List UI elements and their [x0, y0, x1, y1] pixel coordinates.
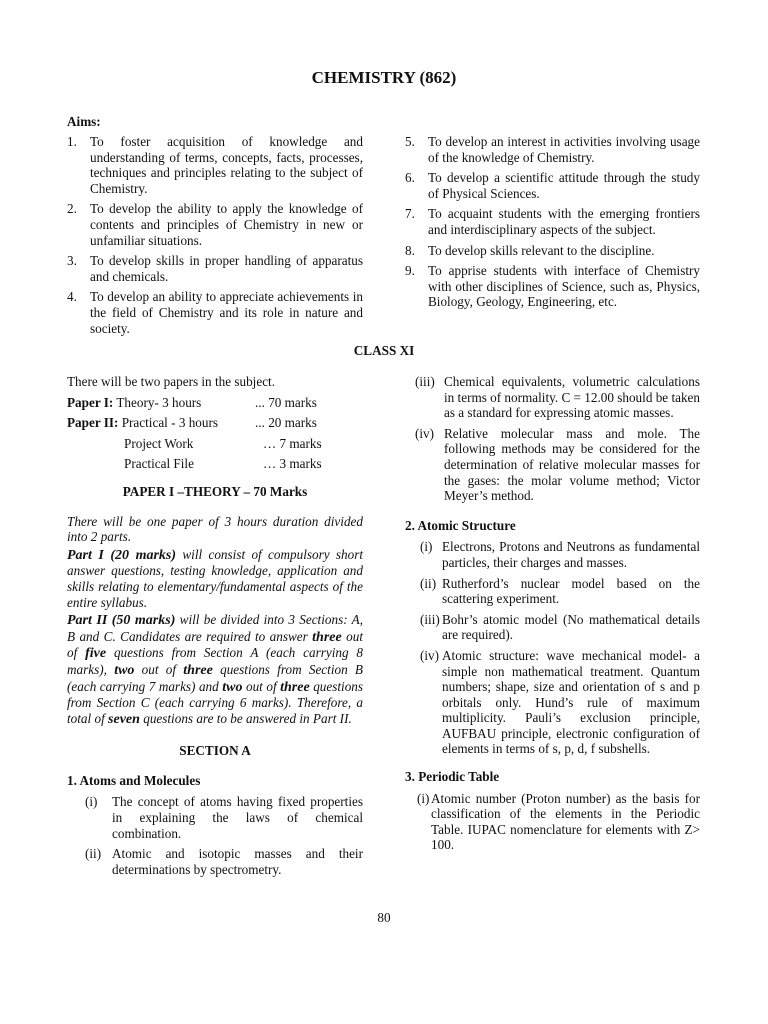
aims-heading: Aims:	[67, 114, 101, 129]
list-item: (i) Atomic number (Proton number) as the basis for classification of the elements in the Periodic Table. IUPAC nomenclature for elements with Z> 100.	[417, 790, 700, 853]
paper-row: Paper I: Theory- 3 hours ... 70 marks	[67, 394, 317, 410]
aim-item: 4. To develop an ability to appreciate achievements in the field of Chemistry and its role in nature and society.	[67, 289, 363, 336]
page-number: 80	[377, 910, 391, 925]
topic3-heading: 3. Periodic Table	[405, 769, 500, 785]
paper-row: Paper II: Practical - 3 hours ... 20 marks	[67, 415, 317, 431]
aim-item: 2. To develop the ability to apply the knowledge of contents and principles of Chemistry in new or unfamiliar situations.	[67, 201, 363, 248]
aims-list-left	[67, 134, 363, 341]
instructions-p1: There will be one paper of 3 hours duration divided into 2 parts.	[67, 513, 363, 545]
aim-item: 5. To develop an interest in activities involving usage of the knowledge of Chemistry.	[405, 134, 700, 165]
section-a-heading: SECTION A	[179, 743, 251, 759]
paper-row: Practical File … 3 marks	[124, 456, 322, 472]
topic2-heading: 2. Atomic Structure	[405, 517, 516, 533]
aim-item: 7. To acquaint students with the emerging frontiers and interdisciplinary aspects of the subject.	[405, 206, 700, 237]
list-item: (i) Electrons, Protons and Neutrons as fundamental particles, their charges and masses.	[420, 539, 700, 570]
theory-heading: PAPER I –THEORY – 70 Marks	[122, 483, 308, 499]
instructions-part1: Part I (20 marks) will consist of compulsory short answer questions, testing knowledge, application and skills relating to elementary/fundamental aspects of the entire syllabus.	[67, 546, 364, 610]
list-item: (iii) Chemical equivalents, volumetric calculations in terms of normality. C = 12.00 should be taken as a standard for expressing atomic masses.	[415, 374, 701, 421]
topic3-list	[405, 791, 700, 853]
aim-item: 6. To develop a scientific attitude through the study of Physical Sciences.	[405, 170, 700, 201]
aim-item: 3. To develop skills in proper handling of apparatus and chemicals.	[67, 253, 363, 284]
topic1-heading: 1. Atoms and Molecules	[67, 772, 201, 788]
aim-item: 9. To apprise students with interface of Chemistry with other disciplines of Science, such as, Physics, Biology, Geology, Engineering, etc.	[405, 263, 700, 310]
page-title: CHEMISTRY (862)	[311, 68, 457, 87]
aim-item: 8. To develop skills relevant to the discipline.	[405, 242, 655, 258]
list-item: (ii) Atomic and isotopic masses and their determinations by spectrometry.	[85, 846, 363, 877]
instructions-part2: Part II (50 marks) will be divided into 3 Sections: A, B and C. Candidates are required to answer three out of five questions from Section A (each carrying 8 marks), two out of three questions from Section B (each carrying 7 marks) and two out of three questions from Section C (each carrying 6 marks). Therefore, a total of seven questions are to be answered in Part II.	[67, 612, 364, 727]
aim-item: 1. To foster acquisition of knowledge and understanding of terms, concepts, facts, processes, techniques and principles relating to the subject of Chemistry.	[67, 134, 363, 196]
right-column	[405, 374, 700, 858]
list-item: (ii) Rutherford’s nuclear model based on the scattering experiment.	[420, 575, 700, 607]
list-item: (iii) Bohr’s atomic model (No mathematical details are required).	[420, 611, 700, 643]
list-item: (iv) Relative molecular mass and mole. The following methods may be considered for the determination of relative molecular masses for the gases: the molar volume method; Victor Meyer’s method.	[415, 425, 700, 504]
list-item: (iv) Atomic structure: wave mechanical model- a simple non mathematical treatment. Quantum numbers; shape, size and orientation of s and p orbitals only. Hund’s rule of maximum multiplicity. Pauli’s exclusion principle, AUFBAU principle, electronic configuration of elements in terms of s, p, d, f subshells.	[420, 647, 700, 757]
class-heading: CLASS XI	[353, 343, 415, 358]
topic1-list	[67, 794, 363, 877]
aims-list-right	[405, 134, 700, 315]
left-column	[67, 374, 363, 882]
papers-intro: There will be two papers in the subject.	[67, 374, 276, 389]
topic2-list	[405, 539, 700, 757]
list-item: (i) The concept of atoms having fixed properties in explaining the laws of chemical combination.	[85, 794, 363, 841]
paper-row: Project Work … 7 marks	[124, 435, 322, 451]
topic1-cont-list	[405, 374, 700, 504]
